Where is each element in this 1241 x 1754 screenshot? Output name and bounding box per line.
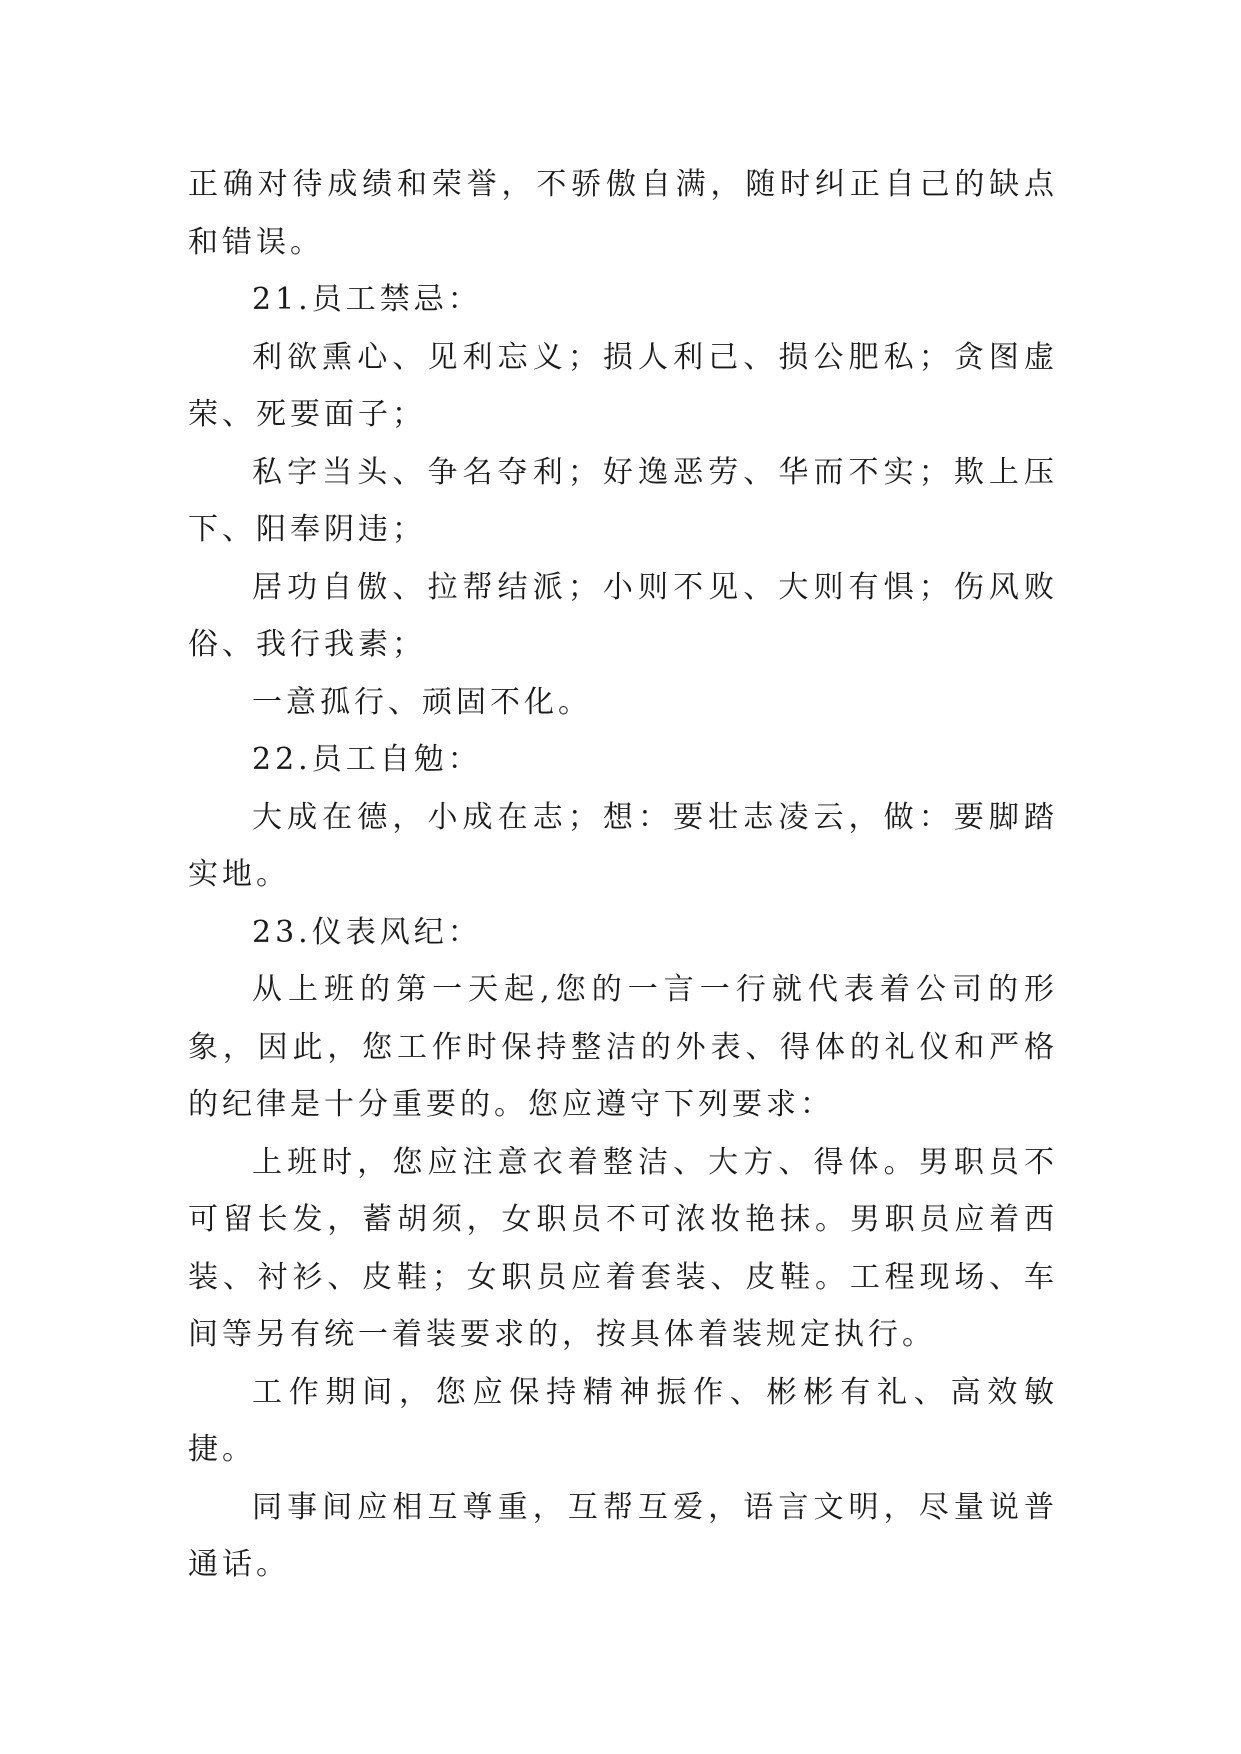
heading-21-employee-taboos: 21.员工禁忌： (252, 282, 482, 317)
paragraph-taboos-4: 一意孤行、顽固不化。 (252, 684, 592, 720)
paragraph-intro: 正确对待成绩和荣誉，不骄傲自满，随时纠正自己的缺点和错误。 (188, 167, 1058, 260)
paragraph-taboos-3: 居功自傲、拉帮结派；小则不见、大则有惧；伤风败俗、我行我素； (188, 569, 1058, 662)
paragraph-taboos-2: 私字当头、争名夺利；好逸恶劳、华而不实；欺上压下、阳奉阴违； (188, 454, 1058, 547)
paragraph-work-conduct: 工作期间，您应保持精神振作、彬彬有礼、高效敏捷。 (188, 1374, 1058, 1467)
paragraph-dress-code: 上班时，您应注意衣着整洁、大方、得体。男职员不可留长发，蓄胡须，女职员不可浓妆艳抹。男职员应着西装、衬衫、皮鞋；女职员应着套装、皮鞋。工程现场、车间等另有统一着装要求的，按具体着装规定执行。 (188, 1144, 1058, 1352)
document-body (188, 156, 1058, 1594)
paragraph-appearance-intro: 从上班的第一天起,您的一言一行就代表着公司的形象，因此，您工作时保持整洁的外表、得体的礼仪和严格的纪律是十分重要的。您应遵守下列要求： (188, 972, 1058, 1122)
heading-22-self-encouragement: 22.员工自勉： (252, 742, 482, 777)
heading-23-appearance-discipline: 23.仪表风纪： (252, 914, 482, 950)
paragraph-taboos-1: 利欲熏心、见利忘义；损人利己、损公肥私；贪图虚荣、死要面子； (188, 339, 1058, 432)
paragraph-colleague-respect: 同事间应相互尊重，互帮互爱，语言文明，尽量说普通话。 (188, 1489, 1058, 1582)
paragraph-self-encouragement: 大成在德，小成在志；想：要壮志凌云，做：要脚踏实地。 (188, 799, 1058, 892)
